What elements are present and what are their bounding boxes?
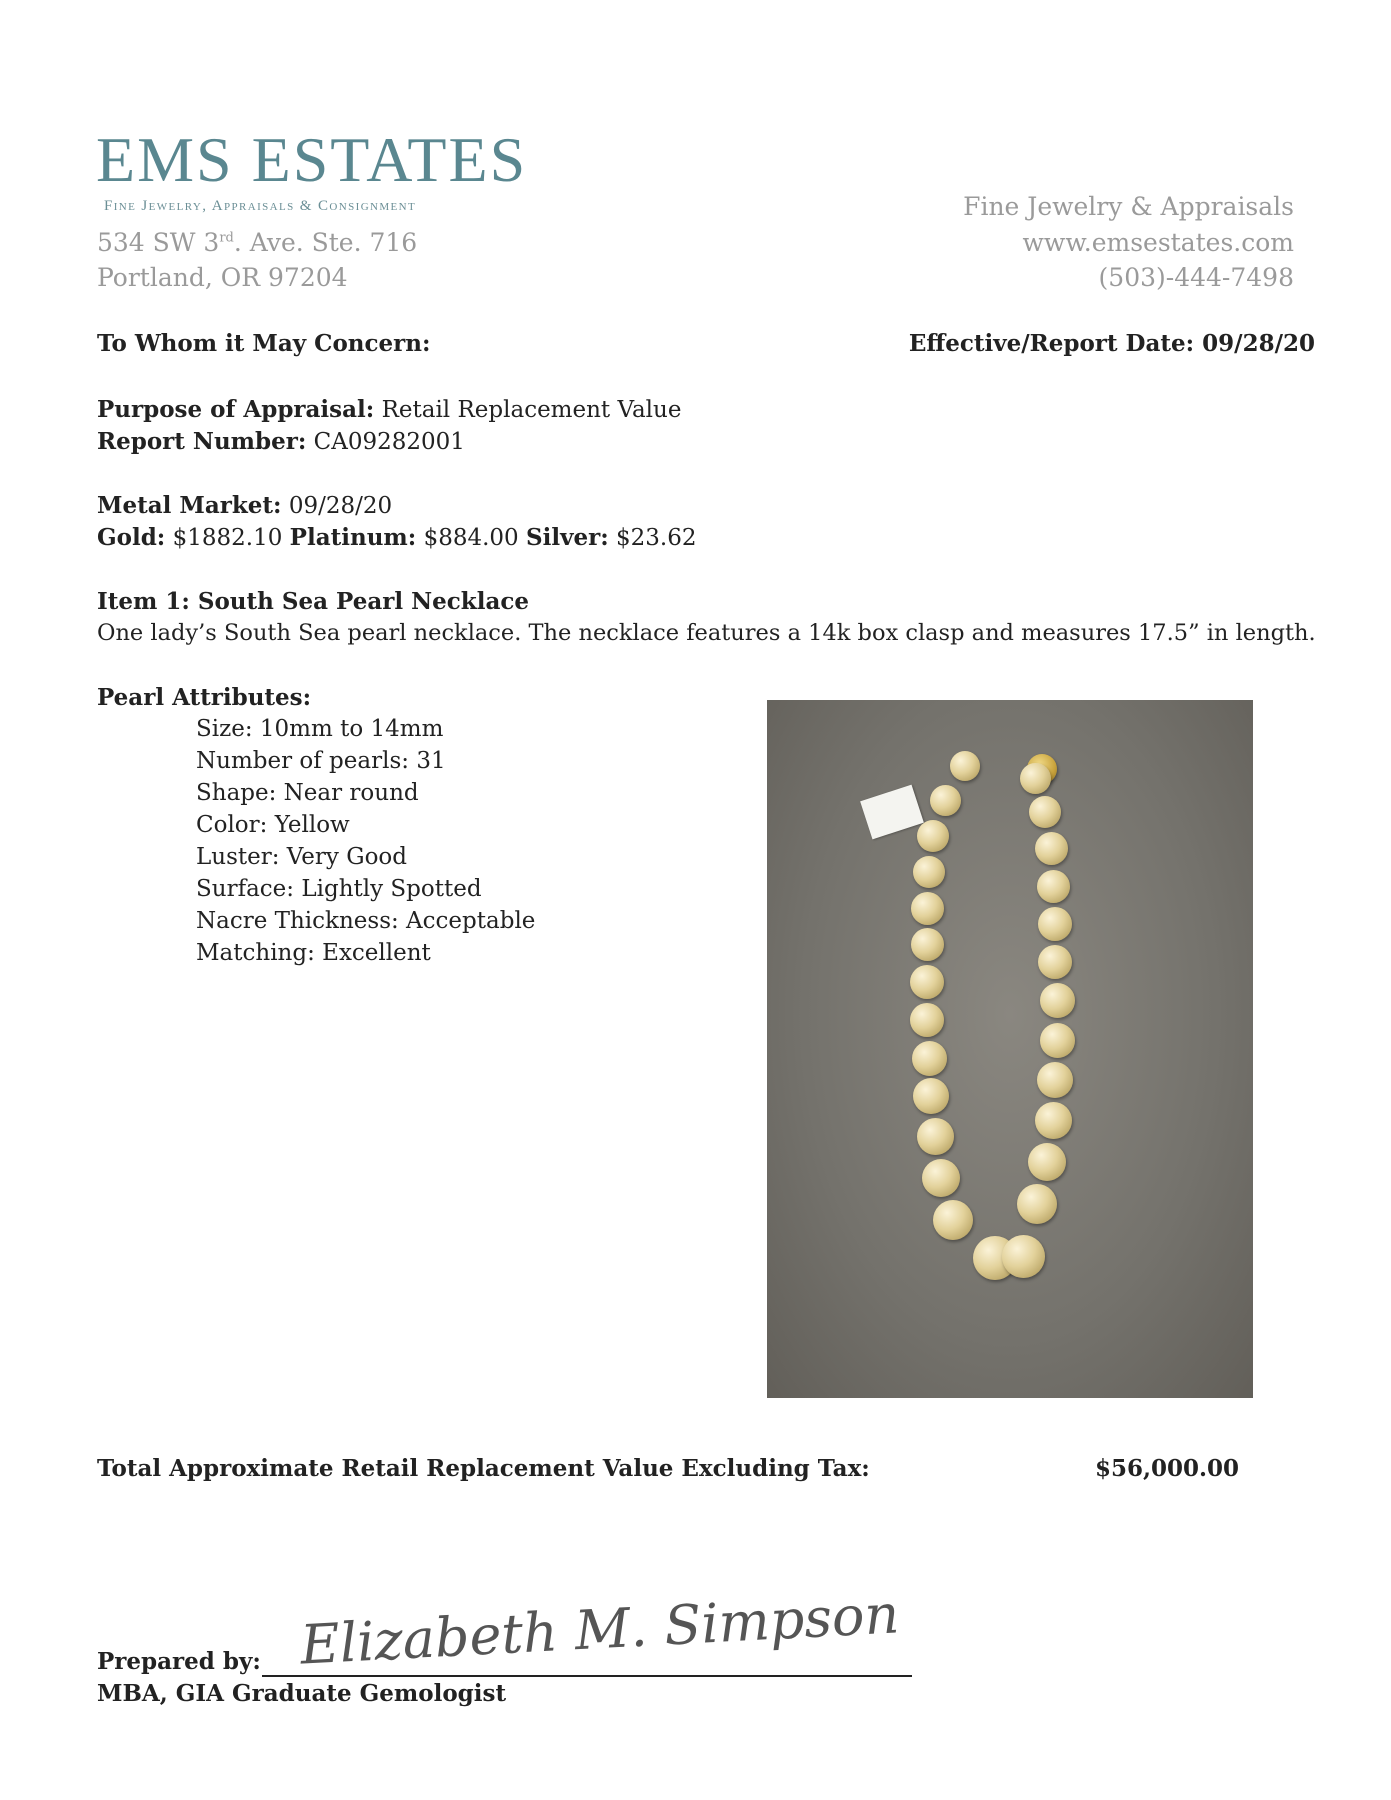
pearl [1020, 763, 1051, 794]
contact-tagline: Fine Jewelry & Appraisals [963, 192, 1294, 221]
credentials: MBA, GIA Graduate Gemologist [97, 1680, 507, 1707]
address-line-1 [97, 228, 417, 257]
effective-date-value: 09/28/20 [1202, 330, 1315, 357]
pearl [1037, 1062, 1073, 1098]
pearl [913, 1078, 949, 1114]
attribute-surface: Surface: Lightly Spotted [196, 876, 482, 902]
address-street-suffix: . Ave. Ste. 716 [233, 228, 418, 257]
price-tag [860, 785, 924, 840]
attribute-nacre: Nacre Thickness: Acceptable [196, 908, 536, 934]
pearl [913, 856, 945, 888]
address-ordinal-suffix: rd [219, 230, 234, 246]
platinum-label: Platinum: [289, 524, 417, 551]
pearl [1035, 832, 1068, 865]
attribute-size: Size: 10mm to 14mm [196, 716, 444, 742]
total-value: $56,000.00 [1095, 1455, 1240, 1482]
metal-market-value: 09/28/20 [288, 493, 393, 519]
pearl [911, 892, 944, 925]
pearl [1037, 870, 1070, 903]
pearl [1017, 1184, 1057, 1224]
purpose-label: Purpose of Appraisal: [97, 396, 375, 423]
signature: Elizabeth M. Simpson [298, 1582, 901, 1677]
pearl [910, 1003, 944, 1037]
address-street-prefix: 534 SW 3 [97, 228, 220, 257]
effective-date-label: Effective/Report Date: [908, 330, 1195, 357]
item-description: One lady’s South Sea pearl necklace. The necklace features a 14k box clasp and measures 17.5” in length. [97, 620, 1316, 646]
report-number-value: CA09282001 [313, 429, 465, 455]
pearl [1040, 983, 1075, 1018]
pearl [917, 1118, 954, 1155]
report-number-line [97, 428, 465, 455]
gold-label: Gold: [97, 524, 166, 551]
attribute-matching: Matching: Excellent [196, 940, 431, 966]
pearl [1002, 1235, 1045, 1278]
pearl [1038, 907, 1072, 941]
pearl [933, 1200, 973, 1240]
attribute-luster: Luster: Very Good [196, 844, 407, 870]
item-title: Item 1: South Sea Pearl Necklace [97, 588, 529, 615]
silver-value: $23.62 [616, 525, 697, 551]
contact-phone: (503)-444-7498 [1098, 263, 1294, 292]
pearl [1040, 1023, 1075, 1058]
pearl [910, 965, 944, 999]
necklace-photo [767, 700, 1253, 1398]
contact-website: www.emsestates.com [1022, 228, 1294, 257]
prepared-by-label: Prepared by: [97, 1648, 261, 1675]
logo-subtitle: Fine Jewelry, Appraisals & Consignment [104, 198, 417, 214]
purpose-value: Retail Replacement Value [381, 397, 682, 423]
salutation: To Whom it May Concern: [97, 330, 431, 357]
signature-line [262, 1675, 912, 1677]
pearl [917, 820, 949, 852]
attribute-count: Number of pearls: 31 [196, 748, 446, 774]
report-number-label: Report Number: [97, 428, 307, 455]
pearl [922, 1159, 960, 1197]
logo-title: EMS ESTATES [96, 124, 528, 195]
pearl [930, 785, 961, 816]
address-line-2: Portland, OR 97204 [97, 263, 348, 292]
pearl [950, 751, 980, 781]
purpose-line [97, 396, 681, 423]
attribute-shape: Shape: Near round [196, 780, 419, 806]
gold-value: $1882.10 [172, 525, 283, 551]
total-label: Total Approximate Retail Replacement Value Excluding Tax: [97, 1455, 870, 1482]
pearl [1038, 945, 1072, 979]
attributes-heading: Pearl Attributes: [97, 684, 312, 711]
silver-label: Silver: [526, 524, 609, 551]
pearl [912, 1041, 947, 1076]
pearl [1029, 796, 1061, 828]
metal-prices-line [97, 524, 697, 551]
platinum-value: $884.00 [423, 525, 519, 551]
attribute-color: Color: Yellow [196, 812, 350, 838]
pearl [911, 928, 944, 961]
effective-date [909, 330, 1315, 357]
pearl [1028, 1143, 1066, 1181]
metal-market-line [97, 492, 392, 519]
metal-market-label: Metal Market: [97, 492, 282, 519]
pearl [1035, 1102, 1072, 1139]
